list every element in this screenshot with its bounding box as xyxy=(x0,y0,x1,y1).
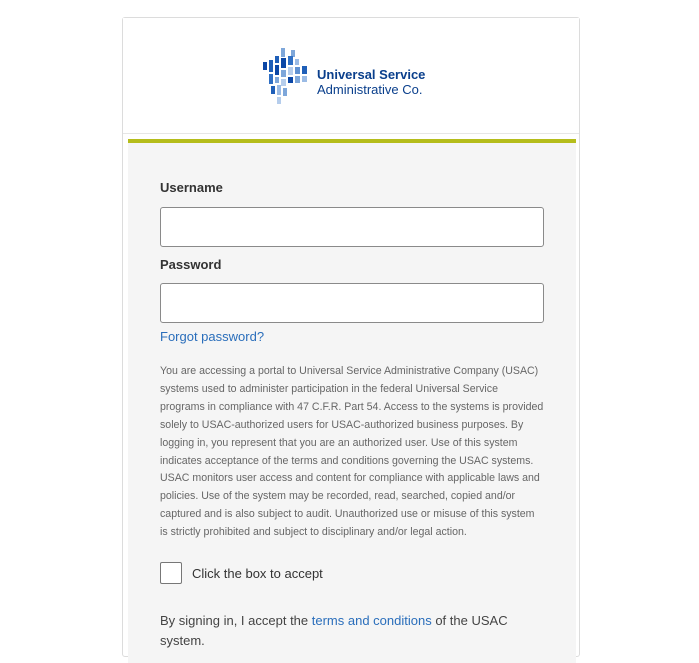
accept-terms-checkbox[interactable] xyxy=(160,562,182,584)
terms-and-conditions-link[interactable]: terms and conditions xyxy=(311,613,432,628)
brand-name-line1: Universal Service xyxy=(317,67,426,82)
legal-disclaimer: You are accessing a portal to Universal Service Administrative Company (USAC) systems used to administer participation in the federal Universal Service programs in compliance with 47 C.F.R. Part 54. Access to the systems is provided solely to USAC-authorized users for USAC-authorized business purposes. By logging in, you represent that you are an authorized user. Use of this system indicates acceptance of the terms and conditions governing the USAC systems. USAC monitors user access and content for compliance with applicable laws and policies. Use of the system may be recorded, read, searched, copied and/or captured and is also subject to audit. Unauthorized use or misuse of this system is strictly prohibited and subject to disciplinary and/or legal action. xyxy=(160,365,544,539)
accept-terms-row xyxy=(160,561,323,585)
login-form xyxy=(128,143,576,663)
password-label: Password xyxy=(160,257,222,272)
password-input[interactable] xyxy=(160,283,544,323)
username-label: Username xyxy=(160,180,223,195)
forgot-password-link[interactable]: Forgot password? xyxy=(160,329,265,344)
username-input[interactable] xyxy=(160,207,544,247)
logo-header xyxy=(123,18,579,134)
signin-text-prefix: By signing in, I accept the xyxy=(160,613,312,628)
accept-terms-label: Click the box to accept xyxy=(192,565,323,581)
usac-logo-icon xyxy=(263,48,315,104)
signin-terms-text xyxy=(160,611,544,651)
signin-text-suffix: of the USAC system. xyxy=(160,613,508,648)
brand-name xyxy=(317,67,425,97)
brand-name-line2: Administrative Co. xyxy=(317,82,423,97)
login-card xyxy=(122,17,580,657)
